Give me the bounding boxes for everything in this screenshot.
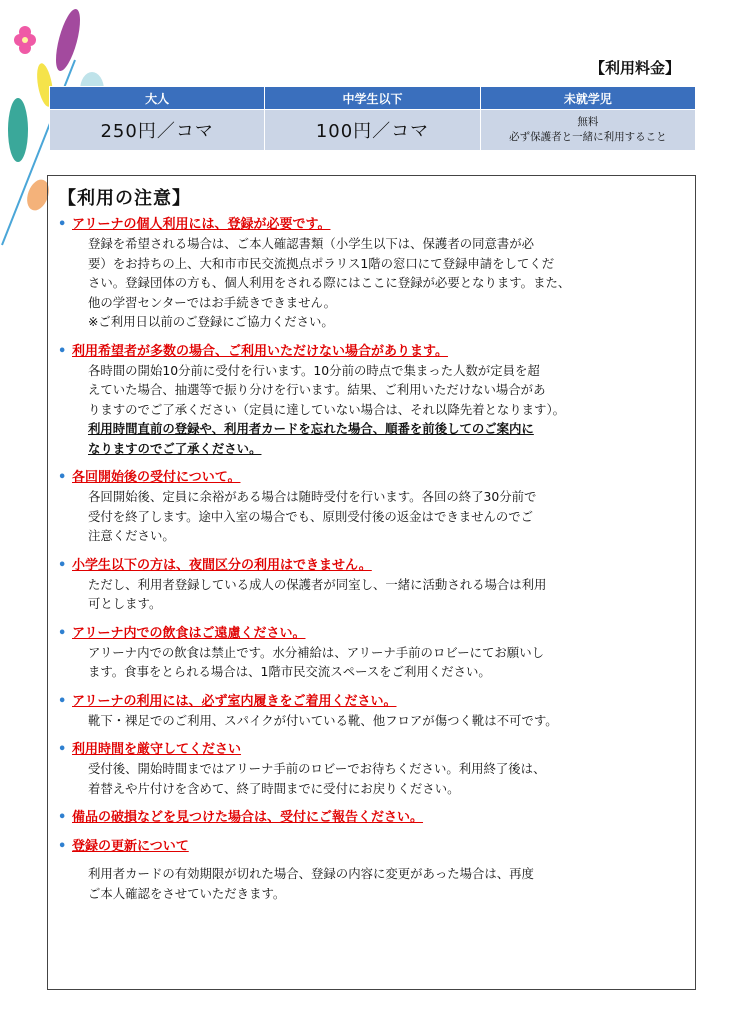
note-line bbox=[88, 419, 685, 439]
note-heading-text: 利用希望者が多数の場合、ご利用いただけない場合があります。 bbox=[72, 343, 448, 359]
note-item bbox=[58, 625, 685, 682]
price-preschool bbox=[480, 110, 695, 151]
note-heading-text: 各回開始後の受付について。 bbox=[72, 470, 241, 485]
note-line: 受付を終了します。途中入室の場合でも、原則受付後の返金はできませんのでご bbox=[88, 508, 534, 524]
note-body bbox=[88, 643, 685, 682]
bullet-icon: • bbox=[58, 742, 67, 757]
bullet-icon: • bbox=[58, 217, 67, 232]
note-heading bbox=[58, 343, 685, 361]
note-heading-text: 登録の更新について bbox=[72, 839, 189, 854]
note-line: ただし、利用者登録している成人の保護者が同室し、一緒に活動される場合は利用 bbox=[88, 576, 547, 592]
header-adult: 大人 bbox=[50, 87, 265, 110]
note-line: ご本人確認をさせていただきます。 bbox=[88, 885, 286, 901]
note-line: ます。食事をとられる場合は、1階市民交流スペースをご利用ください。 bbox=[88, 664, 491, 679]
note-heading bbox=[58, 741, 685, 759]
note-line: 登録を希望される場合は、ご本人確認書類（小学生以下は、保護者の同意書が必 bbox=[88, 236, 535, 251]
preschool-note: 必ず保護者と一緒に利用すること bbox=[509, 131, 667, 143]
note-item bbox=[58, 693, 685, 731]
note-body bbox=[88, 759, 685, 798]
note-line: 注意ください。 bbox=[88, 528, 175, 543]
note-line: 着替えや片付けを含めて、終了時間までに受付にお戻りください。 bbox=[88, 780, 460, 796]
teal-petal-icon bbox=[8, 98, 28, 162]
note-line: りますのでご了承ください（定員に達していない場合は、それ以降先着となります）。 bbox=[88, 401, 566, 417]
note-item bbox=[58, 741, 685, 798]
note-line: 靴下・裸足でのご利用、スパイクが付いている靴、他フロアが傷つく靴は不可です。 bbox=[88, 712, 558, 728]
note-line: 要）をお持ちの上、大和市市民交流拠点ポラリス1階の窓口にて登録申請をしてくだ bbox=[88, 255, 555, 271]
note-heading bbox=[58, 838, 685, 856]
note-body bbox=[88, 575, 685, 614]
bullet-icon: • bbox=[58, 693, 67, 709]
bullet-icon: • bbox=[58, 470, 67, 485]
bullet-icon: • bbox=[58, 625, 67, 641]
note-heading-text: アリーナ内での飲食はご遠慮ください。 bbox=[72, 625, 306, 641]
note-line: ※ご利用日以前のご登録にご協力ください。 bbox=[88, 314, 334, 329]
note-heading bbox=[58, 693, 685, 711]
bullet-icon: • bbox=[58, 557, 67, 573]
note-heading-text: アリーナの個人利用には、登録が必要です。 bbox=[72, 217, 331, 232]
price-junior: 100円／コマ bbox=[265, 110, 480, 151]
note-heading-text: 小学生以下の方は、夜間区分の利用はできません。 bbox=[72, 557, 372, 573]
pink-flower-icon bbox=[14, 26, 36, 54]
bullet-icon: • bbox=[58, 810, 67, 825]
pricing-title: 【利用料金】 bbox=[590, 59, 681, 77]
note-line: えていた場合、抽選等で振り分けを行います。結果、ご利用いただけない場合があ bbox=[88, 382, 546, 397]
note-body bbox=[88, 487, 685, 546]
header-preschool: 未就学児 bbox=[480, 87, 695, 110]
note-line: 可とします。 bbox=[88, 596, 162, 611]
note-body bbox=[88, 234, 685, 332]
note-line: 利用者カードの有効期限が切れた場合、登録の内容に変更があった場合は、再度 bbox=[88, 866, 534, 881]
purple-petal-icon bbox=[51, 7, 85, 73]
note-heading bbox=[58, 809, 685, 827]
price-adult: 250円／コマ bbox=[50, 110, 265, 151]
note-emphasis-line: なりますのでご了承ください。 bbox=[88, 440, 262, 456]
note-item bbox=[58, 216, 685, 332]
note-heading bbox=[58, 216, 685, 234]
note-emphasis-line: 利用時間直前の登録や、利用者カードを忘れた場合、順番を前後してのご案内に bbox=[88, 421, 534, 436]
header-junior: 中学生以下 bbox=[265, 87, 480, 110]
note-line: 各時間の開始10分前に受付を行います。10分前の時点で集まった人数が定員を超 bbox=[88, 362, 540, 378]
bullet-icon: • bbox=[58, 839, 67, 854]
note-heading bbox=[58, 625, 685, 643]
pricing-table bbox=[49, 86, 696, 151]
note-item bbox=[58, 557, 685, 614]
bullet-icon: • bbox=[58, 343, 67, 359]
notes-title: 【利用の注意】 bbox=[58, 188, 191, 209]
note-body bbox=[88, 864, 685, 903]
note-item bbox=[58, 343, 685, 459]
note-body bbox=[88, 361, 685, 459]
preschool-free: 無料 bbox=[577, 116, 599, 128]
notes-box bbox=[47, 175, 696, 990]
note-heading-text: 備品の破損などを見つけた場合は、受付にご報告ください。 bbox=[72, 810, 424, 825]
note-item bbox=[58, 838, 685, 903]
pricing-value-row bbox=[50, 110, 696, 151]
note-line bbox=[88, 439, 685, 459]
note-line: 各回開始後、定員に余裕がある場合は随時受付を行います。各回の終了30分前で bbox=[88, 489, 537, 504]
note-heading-text: アリーナの利用には、必ず室内履きをご着用ください。 bbox=[72, 693, 397, 709]
note-item bbox=[58, 469, 685, 546]
note-line: アリーナ内での飲食は禁止です。水分補給は、アリーナ手前のロビーにてお願いし bbox=[88, 644, 544, 660]
note-line: 他の学習センターではお手続きできません。 bbox=[88, 294, 337, 310]
note-item bbox=[58, 809, 685, 827]
note-heading bbox=[58, 557, 685, 575]
note-body bbox=[88, 711, 685, 731]
note-line: 受付後、開始時間まではアリーナ手前のロビーでお待ちください。利用終了後は、 bbox=[88, 761, 546, 776]
note-heading-text: 利用時間を厳守してください bbox=[72, 742, 242, 757]
note-heading bbox=[58, 469, 685, 487]
notes-list bbox=[58, 216, 685, 903]
pricing-header-row bbox=[50, 87, 696, 110]
note-line: さい。登録団体の方も、個人利用をされる際にはここに登録が必要となります。また、 bbox=[88, 275, 571, 290]
